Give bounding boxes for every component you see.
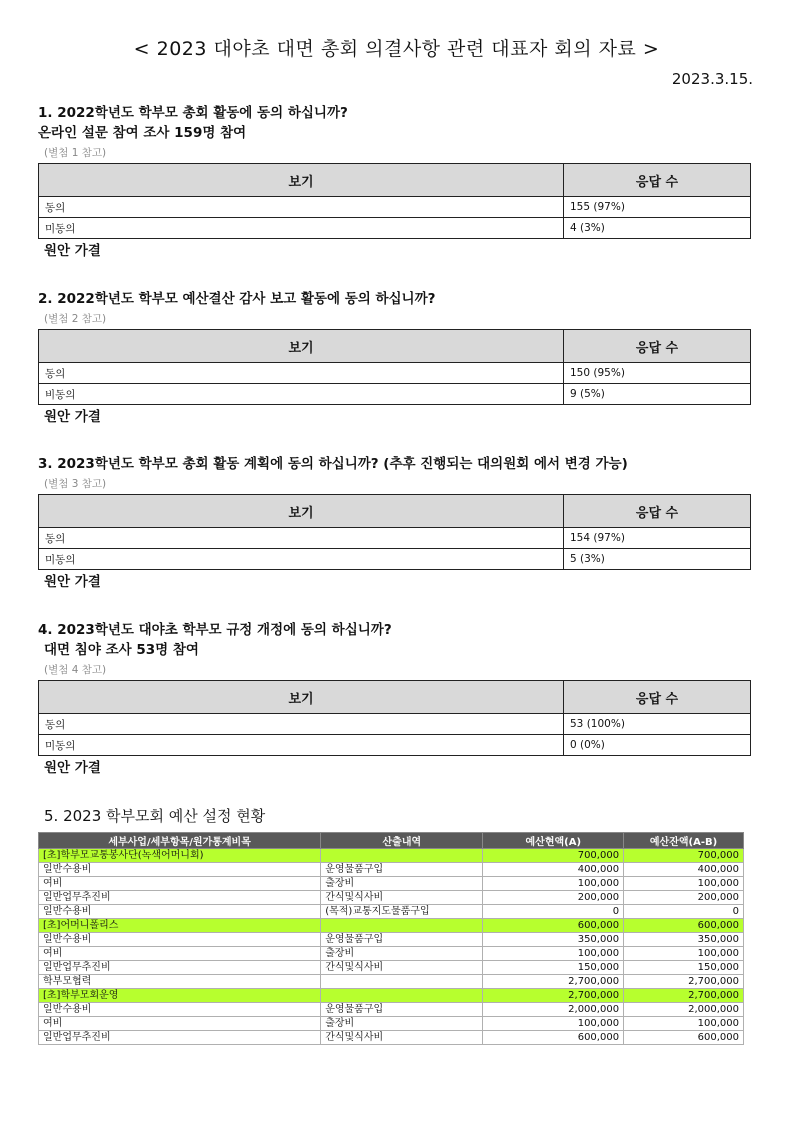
- table-row: [39, 947, 744, 961]
- table-row: [39, 549, 751, 570]
- item-cell: [초]학부모교통봉사단(녹색어머니회): [39, 849, 321, 863]
- detail-cell: 출장비: [321, 1017, 483, 1031]
- table-row: [39, 714, 751, 735]
- vote-table: [38, 494, 751, 570]
- header-balance: 예산잔액(A-B): [624, 833, 744, 849]
- header-count: 응답 수: [564, 495, 751, 528]
- vote-result: 원안 가결: [44, 243, 101, 259]
- option-cell: 동의: [39, 714, 564, 735]
- budget-amount-cell: 100,000: [483, 947, 624, 961]
- detail-cell: 간식및식사비: [321, 1031, 483, 1045]
- count-cell: 155 (97%): [564, 197, 751, 218]
- table-row: [39, 975, 744, 989]
- detail-cell: 출장비: [321, 947, 483, 961]
- detail-cell: 운영물품구입: [321, 933, 483, 947]
- attachment-reference: (별첨 4 참고): [44, 664, 107, 676]
- count-cell: 5 (3%): [564, 549, 751, 570]
- option-cell: 동의: [39, 197, 564, 218]
- option-cell: 미동의: [39, 735, 564, 756]
- budget-amount-cell: 2,700,000: [483, 975, 624, 989]
- budget-amount-cell: 150,000: [483, 961, 624, 975]
- count-cell: 0 (0%): [564, 735, 751, 756]
- question-subtitle: 대면 침야 조사 53명 참여: [44, 642, 199, 658]
- header-option: 보기: [39, 330, 564, 363]
- balance-amount-cell: 200,000: [624, 891, 744, 905]
- question-title: 1. 2022학년도 학부모 총회 활동에 동의 하십니까?: [38, 105, 348, 121]
- balance-amount-cell: 100,000: [624, 947, 744, 961]
- question-section-1: [38, 103, 751, 260]
- table-row: [39, 863, 744, 877]
- header-count: 응답 수: [564, 164, 751, 197]
- table-row: [39, 933, 744, 947]
- table-row: [39, 961, 744, 975]
- table-row: [39, 363, 751, 384]
- vote-table-header: [39, 164, 751, 197]
- question-section-2: [38, 289, 751, 426]
- item-cell: 여비: [39, 947, 321, 961]
- balance-amount-cell: 2,700,000: [624, 989, 744, 1003]
- question-title: 2. 2022학년도 학부모 예산결산 감사 보고 활동에 동의 하십니까?: [38, 291, 436, 307]
- question-section-3: [38, 454, 751, 591]
- question-section-4: [38, 620, 751, 777]
- budget-amount-cell: 100,000: [483, 1017, 624, 1031]
- item-cell: [초]학부모회운영: [39, 989, 321, 1003]
- vote-table: [38, 163, 751, 239]
- vote-table: [38, 329, 751, 405]
- page-title: < 2023 대야초 대면 총회 의결사항 관련 대표자 회의 자료 >: [133, 38, 660, 60]
- table-row: [39, 384, 751, 405]
- detail-cell: (목적)교통지도물품구입: [321, 905, 483, 919]
- item-cell: 여비: [39, 1017, 321, 1031]
- vote-result: 원안 가결: [44, 574, 101, 590]
- balance-amount-cell: 100,000: [624, 1017, 744, 1031]
- attachment-reference: (별첨 2 참고): [44, 313, 107, 325]
- item-cell: 일반수용비: [39, 863, 321, 877]
- item-cell: 일반수용비: [39, 905, 321, 919]
- detail-cell: 운영물품구입: [321, 863, 483, 877]
- question-title: 4. 2023학년도 대야초 학부모 규정 개정에 동의 하십니까?: [38, 622, 392, 638]
- document-date: 2023.3.15.: [671, 70, 753, 88]
- table-row: [39, 1017, 744, 1031]
- detail-cell: 운영물품구입: [321, 1003, 483, 1017]
- detail-cell: 간식및식사비: [321, 891, 483, 905]
- header-option: 보기: [39, 164, 564, 197]
- vote-table-header: [39, 330, 751, 363]
- budget-amount-cell: 600,000: [483, 1031, 624, 1045]
- budget-section-title: 5. 2023 학부모회 예산 설정 현황: [44, 807, 266, 825]
- table-row: [39, 735, 751, 756]
- budget-amount-cell: 700,000: [483, 849, 624, 863]
- balance-amount-cell: 600,000: [624, 919, 744, 933]
- balance-amount-cell: 700,000: [624, 849, 744, 863]
- balance-amount-cell: 2,000,000: [624, 1003, 744, 1017]
- table-row: [39, 218, 751, 239]
- budget-group-row: [39, 989, 744, 1003]
- vote-table: [38, 680, 751, 756]
- header-count: 응답 수: [564, 330, 751, 363]
- item-cell: 일반업무추진비: [39, 1031, 321, 1045]
- item-cell: 일반업무추진비: [39, 891, 321, 905]
- count-cell: 9 (5%): [564, 384, 751, 405]
- header-budget: 예산현액(A): [483, 833, 624, 849]
- vote-result: 원안 가결: [44, 760, 101, 776]
- table-row: [39, 1031, 744, 1045]
- balance-amount-cell: 150,000: [624, 961, 744, 975]
- option-cell: 미동의: [39, 218, 564, 239]
- balance-amount-cell: 2,700,000: [624, 975, 744, 989]
- detail-cell: [321, 919, 483, 933]
- budget-amount-cell: 2,000,000: [483, 1003, 624, 1017]
- balance-amount-cell: 350,000: [624, 933, 744, 947]
- vote-table-header: [39, 495, 751, 528]
- budget-amount-cell: 600,000: [483, 919, 624, 933]
- budget-amount-cell: 0: [483, 905, 624, 919]
- question-title: 3. 2023학년도 학부모 총회 활동 계획에 동의 하십니까? (추후 진행되는 대의원회 에서 변경 가능): [38, 456, 628, 472]
- option-cell: 동의: [39, 363, 564, 384]
- budget-amount-cell: 2,700,000: [483, 989, 624, 1003]
- header-option: 보기: [39, 681, 564, 714]
- budget-table-header: [39, 833, 744, 849]
- count-cell: 150 (95%): [564, 363, 751, 384]
- header-item: 세부사업/세부항목/원가통계비목: [39, 833, 321, 849]
- budget-group-row: [39, 849, 744, 863]
- balance-amount-cell: 400,000: [624, 863, 744, 877]
- header-detail: 산출내역: [321, 833, 483, 849]
- table-row: [39, 1003, 744, 1017]
- count-cell: 53 (100%): [564, 714, 751, 735]
- table-row: [39, 905, 744, 919]
- option-cell: 동의: [39, 528, 564, 549]
- vote-table-header: [39, 681, 751, 714]
- item-cell: [초]어머니폴리스: [39, 919, 321, 933]
- header-option: 보기: [39, 495, 564, 528]
- item-cell: 일반수용비: [39, 1003, 321, 1017]
- item-cell: 일반수용비: [39, 933, 321, 947]
- budget-table: [38, 832, 744, 1045]
- balance-amount-cell: 600,000: [624, 1031, 744, 1045]
- count-cell: 4 (3%): [564, 218, 751, 239]
- attachment-reference: (별첨 1 참고): [44, 147, 107, 159]
- detail-cell: [321, 975, 483, 989]
- budget-amount-cell: 100,000: [483, 877, 624, 891]
- detail-cell: 간식및식사비: [321, 961, 483, 975]
- table-row: [39, 197, 751, 218]
- detail-cell: [321, 849, 483, 863]
- table-row: [39, 891, 744, 905]
- budget-amount-cell: 200,000: [483, 891, 624, 905]
- attachment-reference: (별첨 3 참고): [44, 478, 107, 490]
- question-subtitle: 온라인 설문 참여 조사 159명 참여: [38, 125, 247, 141]
- balance-amount-cell: 0: [624, 905, 744, 919]
- budget-amount-cell: 350,000: [483, 933, 624, 947]
- detail-cell: 출장비: [321, 877, 483, 891]
- item-cell: 일반업무추진비: [39, 961, 321, 975]
- detail-cell: [321, 989, 483, 1003]
- item-cell: 학부모협력: [39, 975, 321, 989]
- budget-group-row: [39, 919, 744, 933]
- header-count: 응답 수: [564, 681, 751, 714]
- budget-table-body: [39, 849, 744, 1045]
- option-cell: 미동의: [39, 549, 564, 570]
- budget-amount-cell: 400,000: [483, 863, 624, 877]
- count-cell: 154 (97%): [564, 528, 751, 549]
- vote-result: 원안 가결: [44, 409, 101, 425]
- table-row: [39, 528, 751, 549]
- balance-amount-cell: 100,000: [624, 877, 744, 891]
- table-row: [39, 877, 744, 891]
- option-cell: 비동의: [39, 384, 564, 405]
- item-cell: 여비: [39, 877, 321, 891]
